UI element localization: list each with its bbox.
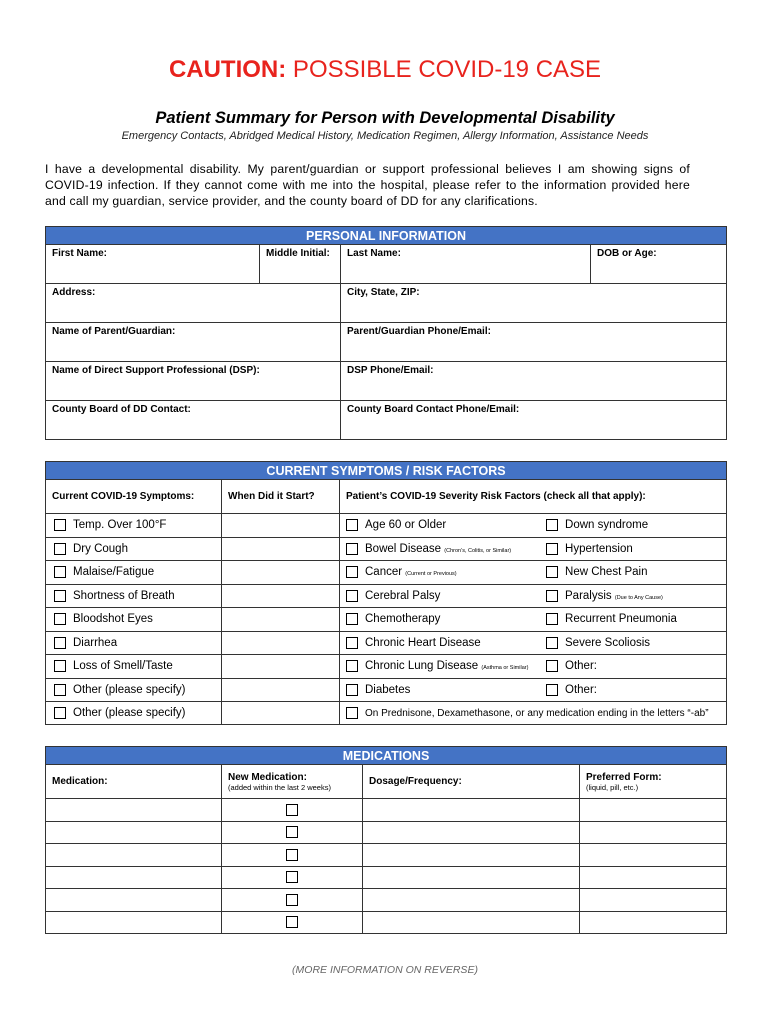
medication-name-field[interactable] — [46, 866, 222, 889]
risk-label: Chronic Heart Disease — [365, 636, 481, 649]
symptom-start-field[interactable] — [222, 702, 340, 725]
footer-note: (MORE INFORMATION ON REVERSE) — [292, 964, 478, 976]
form-field[interactable] — [580, 866, 727, 889]
risk-label: Age 60 or Older — [365, 519, 447, 532]
page-tagline: Emergency Contacts, Abridged Medical History, Medication Regimen, Allergy Information, Assistance Needs — [121, 130, 649, 142]
risk-label: Chemotherapy — [365, 613, 441, 626]
risk-right-option — [546, 519, 726, 531]
form-field[interactable] — [580, 889, 727, 912]
new-med-checkbox[interactable] — [286, 916, 298, 928]
medication-row — [46, 889, 727, 912]
risk-checkbox[interactable] — [346, 660, 358, 672]
symptom-checkbox[interactable] — [54, 637, 66, 649]
risk-label: New Chest Pain — [565, 566, 648, 579]
risk-cell — [340, 608, 727, 632]
symptom-risk-row — [46, 608, 727, 632]
personal-info-table — [45, 226, 727, 440]
new-med-col-header — [222, 765, 363, 799]
dosage-col-label: Dosage/Frequency: — [369, 776, 462, 787]
medication-col-label: Medication: — [52, 776, 108, 787]
symptom-checkbox[interactable] — [54, 543, 66, 555]
intro-paragraph: I have a developmental disability. My parent/guardian or support professional believes I am showing signs of COVID-19 infection. If they cannot come with me into the hospital, please refer to the information provided here and call my guardian, service provider, and the county board of DD for any clarifications. — [45, 162, 690, 208]
symptom-row-last — [46, 702, 222, 725]
form-field[interactable] — [580, 844, 727, 867]
risk-checkbox[interactable] — [546, 566, 558, 578]
risk-right-option — [546, 660, 726, 672]
start-col-label: When Did it Start? — [228, 491, 315, 502]
symptom-checkbox[interactable] — [54, 566, 66, 578]
risk-left-option — [346, 613, 546, 625]
county-contact-field[interactable] — [46, 401, 341, 440]
symptom-label: Other (please specify) — [73, 683, 186, 696]
risk-cell — [340, 584, 727, 608]
last-name-field[interactable] — [341, 245, 591, 284]
middle-initial-field[interactable] — [260, 245, 341, 284]
medication-row — [46, 799, 727, 822]
medication-name-field[interactable] — [46, 799, 222, 822]
risk-left-option — [346, 543, 546, 555]
symptom-risk-row — [46, 514, 727, 538]
symptom-cell — [46, 537, 222, 561]
symptom-cell — [46, 561, 222, 585]
risk-label: Severe Scoliosis — [565, 636, 651, 649]
symptoms-col-label: Current COVID-19 Symptoms: — [52, 491, 195, 502]
symptom-risk-row — [46, 631, 727, 655]
risk-checkbox[interactable] — [346, 590, 358, 602]
caution-rest: POSSIBLE COVID-19 CASE — [286, 56, 602, 83]
new-med-cell — [222, 866, 363, 889]
symptom-cell — [46, 584, 222, 608]
risk-left-option — [346, 660, 546, 672]
personal-info-header: PERSONAL INFORMATION — [46, 227, 727, 245]
dob-field[interactable] — [591, 245, 727, 284]
start-col-header — [222, 480, 340, 514]
dob-label: DOB or Age: — [597, 248, 657, 259]
symptom-start-field[interactable] — [222, 514, 340, 538]
first-name-label: First Name: — [52, 248, 108, 259]
risk-checkbox[interactable] — [346, 519, 358, 531]
symptom-risk-row — [46, 561, 727, 585]
form-col-note: (liquid, pill, etc.) — [586, 783, 639, 792]
new-med-checkbox[interactable] — [286, 804, 298, 816]
risk-cell — [340, 561, 727, 585]
parent-name-label: Name of Parent/Guardian: — [52, 326, 176, 337]
risk-left-option — [346, 519, 546, 531]
risk-cell — [340, 537, 727, 561]
form-field[interactable] — [580, 821, 727, 844]
risk-label: Cancer — [365, 566, 403, 579]
symptom-checkbox[interactable] — [54, 684, 66, 696]
risk-checkbox[interactable] — [346, 684, 358, 696]
risk-left-option — [346, 637, 546, 649]
risk-label: Hypertension — [565, 542, 633, 555]
symptom-start-field[interactable] — [222, 608, 340, 632]
medications-table — [45, 746, 727, 934]
risk-note: (Current or Previous) — [405, 571, 457, 578]
new-med-cell — [222, 911, 363, 934]
symptom-checkbox[interactable] — [54, 519, 66, 531]
risk-label: Other: — [565, 683, 597, 696]
middle-initial-label: Middle Initial: — [266, 248, 330, 259]
risk-left-option — [346, 566, 546, 578]
medication-col-header — [46, 765, 222, 799]
caution-heading — [0, 56, 770, 84]
risk-checkbox[interactable] — [546, 684, 558, 696]
parent-name-field[interactable] — [46, 323, 341, 362]
risk-right-option — [546, 543, 726, 555]
risk-cell — [340, 678, 727, 702]
risk-note: (Asthma or Similar) — [481, 665, 529, 672]
risk-label: Recurrent Pneumonia — [565, 613, 677, 626]
risk-checkbox[interactable] — [546, 519, 558, 531]
symptom-risk-row — [46, 584, 727, 608]
symptom-label: Loss of Smell/Taste — [73, 660, 173, 673]
address-label: Address: — [52, 287, 96, 298]
symptom-checkbox[interactable] — [54, 660, 66, 672]
risk-left-option — [346, 590, 546, 602]
risk-checkbox[interactable] — [346, 566, 358, 578]
risk-label: Down syndrome — [565, 519, 649, 532]
dsp-name-field[interactable] — [46, 362, 341, 401]
parent-phone-label: Parent/Guardian Phone/Email: — [347, 326, 491, 337]
symptom-label: Shortness of Breath — [73, 589, 175, 602]
city-state-zip-field[interactable] — [341, 284, 727, 323]
dosage-field[interactable] — [363, 911, 580, 934]
risk-right-option — [546, 684, 726, 696]
risk-right-option — [546, 590, 726, 602]
symptom-cell — [46, 631, 222, 655]
symptom-cell — [46, 608, 222, 632]
dsp-phone-label: DSP Phone/Email: — [347, 365, 434, 376]
symptom-checkbox[interactable] — [54, 613, 66, 625]
risk-label: Chronic Lung Disease — [365, 660, 479, 673]
city-state-zip-label: City, State, ZIP: — [347, 287, 420, 298]
new-med-checkbox[interactable] — [286, 849, 298, 861]
symptom-label: Diarrhea — [73, 636, 118, 649]
medication-row — [46, 821, 727, 844]
symptom-label: Dry Cough — [73, 542, 128, 555]
page-title: Patient Summary for Person with Developmental Disability — [155, 109, 615, 127]
risk-left-option — [346, 684, 546, 696]
risk-cell — [340, 631, 727, 655]
risk-col-label: Patient’s COVID-19 Severity Risk Factors (check all that apply): — [346, 491, 646, 502]
risk-note: (Chron’s, Colitis, or Similar) — [444, 547, 512, 554]
first-name-field[interactable] — [46, 245, 260, 284]
new-med-checkbox[interactable] — [286, 826, 298, 838]
risk-right-option — [546, 566, 726, 578]
risk-col-header — [340, 480, 727, 514]
medication-name-field[interactable] — [46, 821, 222, 844]
address-field[interactable] — [46, 284, 341, 323]
symptom-label: Malaise/Fatigue — [73, 566, 155, 579]
dsp-phone-field[interactable] — [341, 362, 727, 401]
medication-name-field[interactable] — [46, 889, 222, 912]
risk-cell — [340, 655, 727, 679]
risk-note: (Due to Any Cause) — [614, 594, 663, 601]
new-med-checkbox[interactable] — [286, 894, 298, 906]
new-med-cell — [222, 889, 363, 912]
last-name-label: Last Name: — [347, 248, 401, 259]
symptom-start-field[interactable] — [222, 655, 340, 679]
medication-row — [46, 866, 727, 889]
dosage-field[interactable] — [363, 799, 580, 822]
risk-checkbox[interactable] — [546, 613, 558, 625]
medication-name-field[interactable] — [46, 911, 222, 934]
symptom-risk-row — [46, 537, 727, 561]
symptoms-header: CURRENT SYMPTOMS / RISK FACTORS — [46, 462, 727, 480]
form-col-label: Preferred Form: — [586, 772, 662, 783]
symptom-start-field[interactable] — [222, 584, 340, 608]
risk-checkbox[interactable] — [546, 637, 558, 649]
county-phone-label: County Board Contact Phone/Email: — [347, 404, 520, 415]
dsp-name-label: Name of Direct Support Professional (DSP): — [52, 365, 260, 376]
risk-label: Cerebral Palsy — [365, 589, 441, 602]
risk-checkbox[interactable] — [346, 613, 358, 625]
dosage-field[interactable] — [363, 889, 580, 912]
symptom-label: Bloodshot Eyes — [73, 613, 153, 626]
parent-phone-field[interactable] — [341, 323, 727, 362]
risk-label: Other: — [565, 660, 597, 673]
new-med-cell — [222, 821, 363, 844]
prednisone-checkbox[interactable] — [346, 707, 358, 719]
symptoms-col-header — [46, 480, 222, 514]
medication-name-field[interactable] — [46, 844, 222, 867]
risk-checkbox[interactable] — [346, 543, 358, 555]
dosage-field[interactable] — [363, 866, 580, 889]
new-med-col-label: New Medication: — [228, 772, 307, 783]
symptom-checkbox[interactable] — [54, 590, 66, 602]
symptom-start-field[interactable] — [222, 678, 340, 702]
medication-row — [46, 911, 727, 934]
risk-label: Paralysis — [565, 589, 612, 602]
symptom-risk-row — [46, 678, 727, 702]
dosage-field[interactable] — [363, 844, 580, 867]
symptom-risk-row — [46, 655, 727, 679]
dosage-col-header — [363, 765, 580, 799]
risk-label: Bowel Disease — [365, 542, 442, 555]
symptom-label: Other (please specify) — [73, 707, 186, 720]
risk-cell — [340, 514, 727, 538]
symptom-label: Temp. Over 100°F — [73, 519, 167, 532]
risk-checkbox[interactable] — [346, 637, 358, 649]
symptom-checkbox[interactable] — [54, 707, 66, 719]
symptom-start-field[interactable] — [222, 631, 340, 655]
symptom-cell — [46, 514, 222, 538]
risk-checkbox[interactable] — [546, 660, 558, 672]
medications-header: MEDICATIONS — [46, 747, 727, 765]
risk-right-option — [546, 613, 726, 625]
symptom-cell — [46, 678, 222, 702]
symptom-start-field[interactable] — [222, 561, 340, 585]
risk-checkbox[interactable] — [546, 543, 558, 555]
county-phone-field[interactable] — [341, 401, 727, 440]
risk-right-option — [546, 637, 726, 649]
symptom-cell — [46, 655, 222, 679]
risk-checkbox[interactable] — [546, 590, 558, 602]
risk-label: Diabetes — [365, 683, 411, 696]
new-med-col-note: (added within the last 2 weeks) — [228, 783, 331, 792]
new-med-checkbox[interactable] — [286, 871, 298, 883]
county-contact-label: County Board of DD Contact: — [52, 404, 191, 415]
caution-bold: CAUTION: — [168, 56, 287, 83]
form-col-header — [580, 765, 727, 799]
dosage-field[interactable] — [363, 821, 580, 844]
prednisone-label: On Prednisone, Dexamethasone, or any medication ending in the letters “-ab” — [365, 707, 709, 719]
symptoms-table — [45, 461, 727, 725]
prednisone-row — [340, 702, 727, 725]
new-med-cell — [222, 844, 363, 867]
new-med-cell — [222, 799, 363, 822]
form-field[interactable] — [580, 911, 727, 934]
symptom-start-field[interactable] — [222, 537, 340, 561]
medication-row — [46, 844, 727, 867]
form-field[interactable] — [580, 799, 727, 822]
